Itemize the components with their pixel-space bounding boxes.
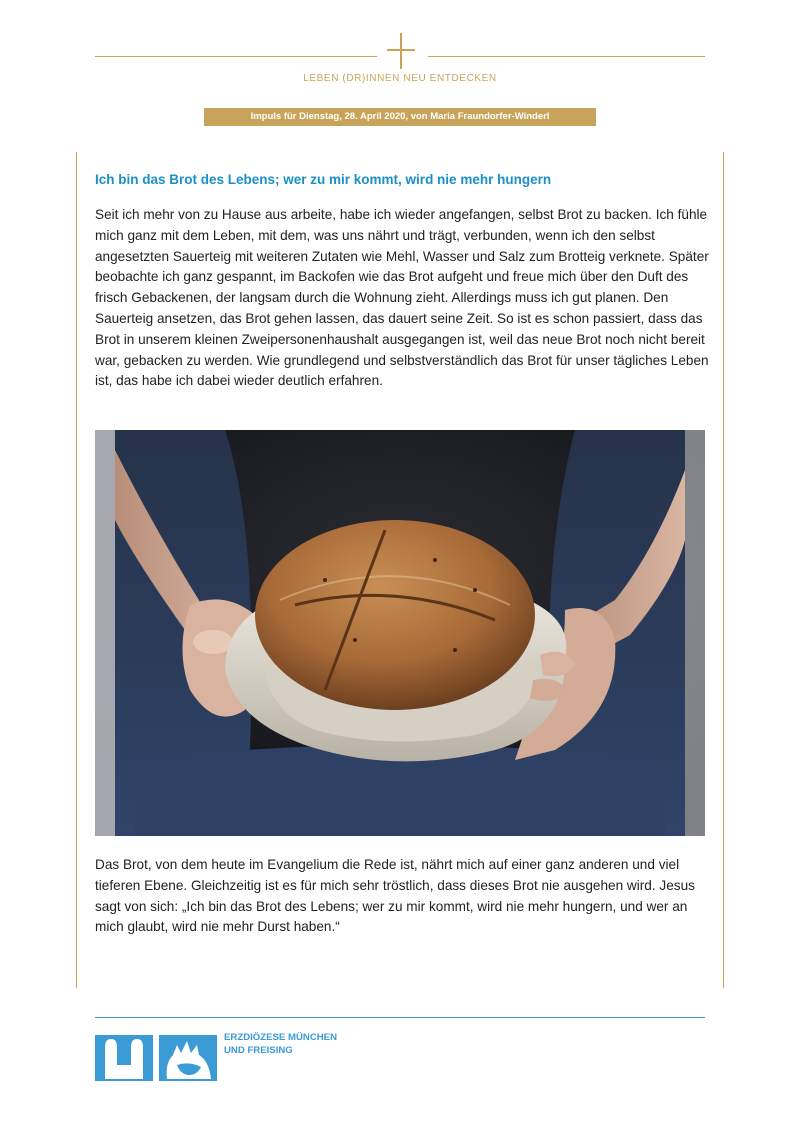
footer-rule <box>95 1017 705 1018</box>
archdiocese-crown-logo-icon <box>159 1035 217 1081</box>
organization-name <box>224 1031 424 1057</box>
side-rule-right <box>723 152 724 988</box>
organization-name-line-1: ERZDIÖZESE MÜNCHEN <box>224 1032 337 1043</box>
header-rule-right <box>428 56 705 57</box>
article-heading: Ich bin das Brot des Lebens; wer zu mir kommt, wird nie mehr hungern <box>95 172 552 187</box>
side-rule-left <box>76 152 77 988</box>
organization-name-line-2: UND FREISING <box>224 1045 293 1056</box>
article-paragraph-1: Seit ich mehr von zu Hause aus arbeite, habe ich wieder angefangen, selbst Brot zu backen. Ich fühle mich ganz mit dem Leben, mit dem, was uns nährt und trägt, verbunden, wenn ich den selbst angesetzten Sauerteig mit weiteren Zutaten wie Mehl, Wasser und Salz zum Brotteig verknete. Später beobachte ich ganz gespannt, im Backofen wie das Brot aufgeht und freue mich über den Duft des frisch Gebackenen, der langsam durch die Wohnung zieht. Allerdings muss ich gut planen. Den Sauerteig ansetzen, das Brot gehen lassen, das dauert seine Zeit. So ist es schon passiert, dass das Brot in unserem kleinen Zweipersonenhaushalt ausgegangen ist, weil das neue Brot noch nicht bereit war, gebacken zu werden. Wie grundlegend und selbstverständlich das Brot für unser tägliches Leben ist, das habe ich dabei wieder deutlich erfahren. <box>95 207 709 389</box>
impuls-banner: Impuls für Dienstag, 28. April 2020, von Maria Fraundorfer-Winderl <box>204 108 596 126</box>
header-rule-left <box>95 56 377 57</box>
archdiocese-m-logo-icon <box>95 1035 153 1081</box>
header-subtitle: LEBEN (DR)INNEN NEU ENTDECKEN <box>303 73 497 84</box>
cross-icon <box>387 33 415 69</box>
article-paragraph-2: Das Brot, von dem heute im Evangelium die Rede ist, nährt mich auf einer ganz anderen und viel tieferen Ebene. Gleichzeitig ist es für mich sehr tröstlich, dass dieses Brot nie ausgehen wird. Jesus sagt von sich: „Ich bin das Brot des Lebens; wer zu mir kommt, wird nie mehr hungern, und wer an mich glaubt, wird nie mehr Durst haben.“ <box>95 857 695 935</box>
bread-photo <box>95 430 705 836</box>
